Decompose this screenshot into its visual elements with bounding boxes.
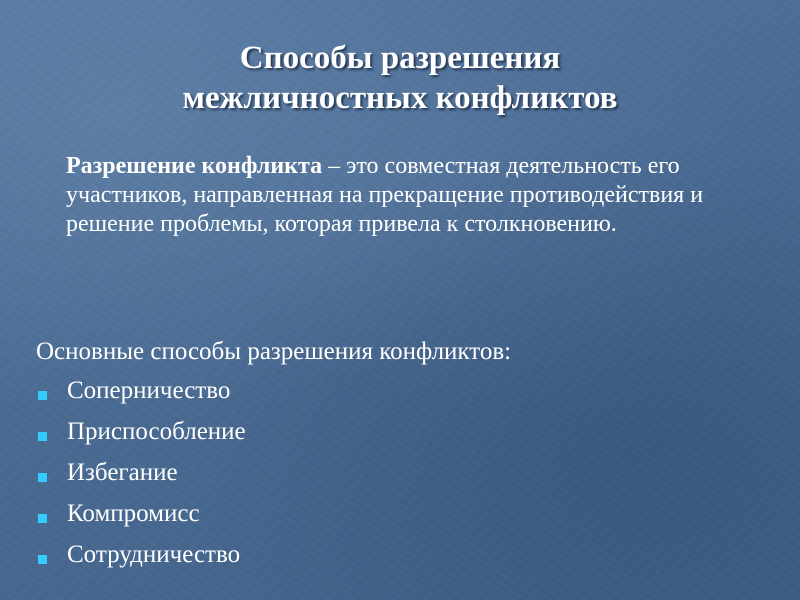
square-bullet-icon [38,555,47,564]
list-item [36,499,246,540]
square-bullet-icon [38,432,47,441]
methods-list [36,376,246,581]
slide-title-line-2: межличностных конфликтов [182,80,618,116]
definition-term: Разрешение конфликта [66,153,323,179]
square-bullet-icon [38,391,47,400]
slide-title-line-1: Способы разрешения [239,40,561,76]
list-item [36,417,246,458]
list-item-label: Сотрудничество [67,541,241,568]
list-item [36,458,246,499]
square-bullet-icon [38,473,47,482]
definition-text: – это совместная деятельность его участников, направленная на прекращение противодействия и решение проблемы, которая привела к столкновению. [66,153,704,237]
list-item [36,376,246,417]
list-item-label: Компромисс [67,500,200,527]
definition-paragraph [66,152,766,239]
list-item-label: Избегание [67,459,178,486]
square-bullet-icon [38,514,47,523]
list-item [36,540,246,581]
methods-heading: Основные способы разрешения конфликтов: [36,338,512,365]
slide-title [0,38,800,118]
list-item-label: Приспособление [67,418,246,445]
list-item-label: Соперничество [67,377,231,404]
